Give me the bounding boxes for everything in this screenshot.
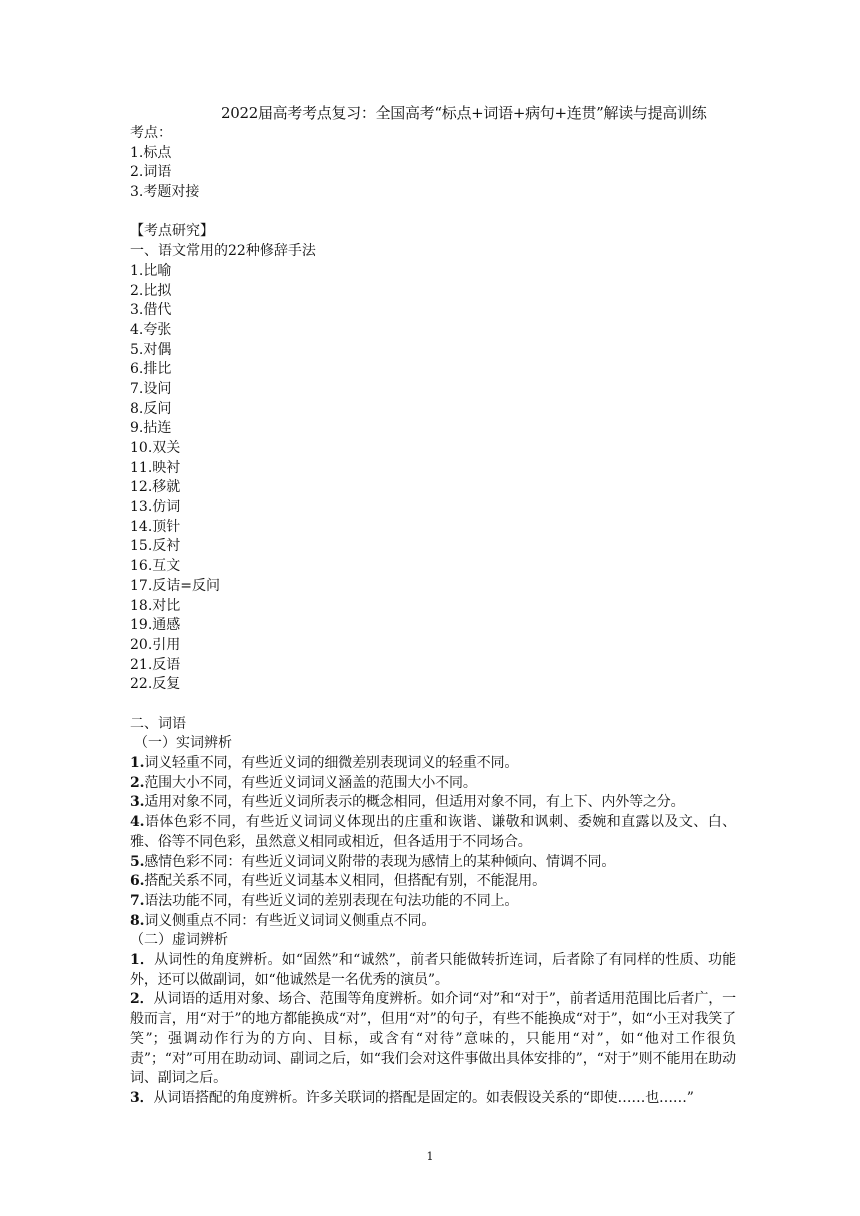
item-number: 3.	[130, 794, 145, 811]
xuci-item	[130, 990, 736, 1089]
item-number: 7.	[130, 892, 145, 909]
item-number: 1．	[130, 952, 155, 969]
item-text: 适用对象不同，有些近义词所表示的概念相同，但适用对象不同，有上下、内外等之分。	[144, 794, 685, 811]
shici-item	[130, 892, 736, 912]
rhetoric-item: 13.仿词	[130, 499, 181, 516]
rhetoric-item: 16.互文	[130, 558, 181, 575]
rhetoric-item: 1.比喻	[130, 262, 172, 279]
item-text: 搭配关系不同，有些近义词基本义相同，但搭配有别，不能混用。	[144, 873, 546, 890]
rhetoric-item: 7.设问	[130, 380, 172, 397]
rhetoric-item: 6.排比	[130, 361, 172, 378]
rhetoric-item: 20.引用	[130, 636, 181, 653]
shici-item	[130, 813, 736, 852]
rhetoric-item: 9.拈连	[130, 420, 172, 437]
rhetoric-item: 4.夸张	[130, 321, 172, 338]
item-text: 语法功能不同，有些近义词的差别表现在句法功能的不同上。	[144, 892, 519, 909]
rhetoric-item: 21.反语	[130, 656, 181, 673]
shici-item	[130, 793, 736, 813]
xuci-list	[130, 951, 736, 1109]
shici-item	[130, 754, 736, 774]
shici-item	[130, 912, 736, 932]
item-text: 范围大小不同，有些近义词词义涵盖的范围大小不同。	[144, 774, 477, 791]
rhetoric-item: 12.移就	[130, 479, 181, 496]
rhetoric-item: 11.映衬	[130, 459, 181, 476]
item-number: 1.	[130, 755, 145, 771]
item-number: 2.	[130, 774, 145, 791]
kaodian-label: 考点：	[130, 125, 172, 141]
rhetoric-item: 19.通感	[130, 617, 181, 634]
subsection-heading-shici: （一）实词辨析	[134, 735, 232, 752]
rhetoric-item: 17.反诘=反问	[130, 577, 220, 594]
xuci-item	[130, 951, 736, 990]
shici-list	[130, 754, 736, 931]
section-heading-rhetoric: 一、语文常用的22种修辞手法	[130, 243, 316, 260]
rhetoric-item: 5.对偶	[130, 341, 172, 358]
xuci-item	[130, 1089, 736, 1109]
rhetoric-list	[130, 262, 736, 695]
item-number: 8.	[130, 912, 145, 929]
research-header: 【考点研究】	[130, 223, 214, 240]
item-number: 4.	[130, 814, 145, 831]
item-text: 语体色彩不同，有些近义词词义体现出的庄重和诙谐、谦敬和讽刺、委婉和直露以及文、白、雅、俗等不同色彩，虽然意义相同或相近，但各适用于不同场合。	[130, 814, 736, 850]
item-number: 6.	[130, 873, 145, 890]
item-number: 2．	[130, 991, 154, 1008]
item-text: 词义侧重点不同：有些近义词词义侧重点不同。	[144, 912, 436, 929]
rhetoric-item: 14.顶针	[130, 518, 181, 535]
shici-item	[130, 872, 736, 892]
item-text: 词义轻重不同，有些近义词的细微差别表现词义的轻重不同。	[144, 755, 519, 771]
document-body	[130, 124, 736, 1109]
shici-item	[130, 774, 736, 794]
rhetoric-item: 22.反复	[130, 676, 181, 693]
kaodian-item: 1.标点	[130, 144, 172, 161]
item-number: 3．	[130, 1089, 154, 1106]
kaodian-item: 2.词语	[130, 164, 172, 181]
kaodian-item: 3.考题对接	[130, 184, 200, 201]
item-text: 从词性的角度辨析。如“固然”和“诚然”，前者只能做转折连词，后者除了有同样的性质、功能外，还可以做副词，如“他诚然是一名优秀的演员”。	[130, 952, 736, 988]
item-text: 从词语的适用对象、场合、范围等角度辨析。如介词“对”和“对于”，前者适用范围比后者广，一般而言，用“对于”的地方都能换成“对”，但用“对”的句子，有些不能换成“对于”，如“小王对我笑了笑”；强调动作行为的方向、目标，或含有“对待”意味的，只能用“对”，如“他对工作很负责”；“对”可用在助动词、副词之后，如“我们会对这件事做出具体安排的”，“对于”则不能用在助动词、副词之后。	[130, 991, 736, 1087]
shici-item	[130, 853, 736, 873]
rhetoric-item: 2.比拟	[130, 282, 172, 299]
rhetoric-item: 10.双关	[130, 440, 181, 456]
section-heading-words: 二、词语	[130, 715, 186, 732]
kaodian-list	[130, 144, 736, 203]
subsection-heading-xuci: （二）虚词辨析	[130, 932, 228, 949]
item-text: 从词语搭配的角度辨析。许多关联词的搭配是固定的。如表假设关系的“即使……也……”	[153, 1089, 694, 1106]
item-number: 5.	[130, 853, 145, 870]
rhetoric-item: 8.反问	[130, 400, 172, 417]
item-text: 感情色彩不同：有些近义词词义附带的表现为感情上的某种倾向、情调不同。	[144, 853, 616, 870]
rhetoric-item: 18.对比	[130, 597, 181, 614]
page-number: 1	[426, 1150, 434, 1163]
document-title: 2022届高考考点复习：全国高考“标点+词语+病句+连贯”解读与提高训练	[221, 104, 707, 122]
rhetoric-item: 3.借代	[130, 302, 172, 319]
rhetoric-item: 15.反衬	[130, 538, 181, 555]
